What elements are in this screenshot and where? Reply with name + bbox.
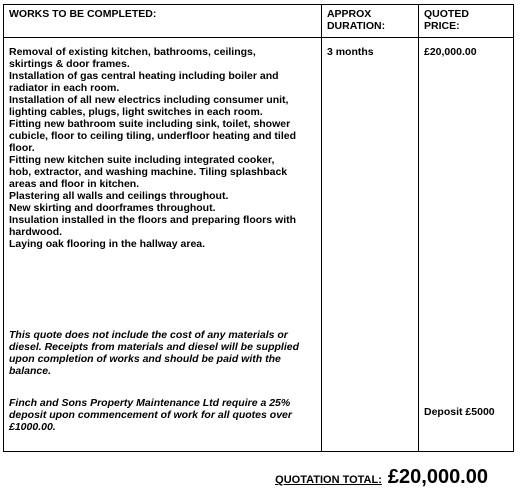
work-item-line: Installation of all new electrics including consumer unit,: [9, 94, 289, 106]
work-item-line: Installation of gas central heating including boiler and: [9, 70, 279, 82]
works-description-cell: [4, 38, 322, 452]
quotation-total-label: QUOTATION TOTAL:: [275, 474, 382, 486]
materials-note-line: balance.: [9, 365, 52, 377]
work-item-line: Plastering all walls and ceilings throughout.: [9, 190, 229, 202]
deposit-note: [9, 397, 321, 433]
deposit-note-line: £1000.00.: [9, 421, 56, 433]
materials-note-line: This quote does not include the cost of any materials or: [9, 329, 288, 341]
works-list: [9, 46, 321, 250]
duration-value: 3 months: [326, 46, 374, 58]
quotation-total: [275, 466, 488, 489]
quotation-table: [3, 4, 514, 452]
price-cell: [419, 38, 514, 452]
work-item-line: Insulation installed in the floors and preparing floors with: [9, 214, 297, 226]
materials-note: [9, 329, 321, 377]
work-item-line: Fitting new kitchen suite including integrated cooker,: [9, 154, 275, 166]
deposit-note-line: Finch and Sons Property Maintenance Ltd require a 25%: [9, 397, 291, 409]
price-value: £20,000.00: [424, 46, 477, 58]
quotation-total-value: £20,000.00: [387, 466, 488, 488]
work-item-line: hob, extractor, and washing machine. Tiling splashback: [9, 166, 288, 178]
deposit-note-line: deposit upon commencement of work for all quotes over: [9, 409, 292, 421]
work-item-line: areas and floor in kitchen.: [9, 178, 140, 190]
work-item-line: floor.: [9, 142, 35, 154]
works-header: WORKS TO BE COMPLETED:: [4, 5, 322, 38]
work-item-line: Removal of existing kitchen, bathrooms, ceilings,: [9, 46, 256, 58]
work-item-line: Fitting new bathroom suite including sink, toilet, shower: [9, 118, 291, 130]
deposit-value: Deposit £5000: [424, 406, 495, 418]
work-item-line: radiator in each room.: [9, 82, 120, 94]
materials-note-line: diesel. Receipts from materials and diesel will be supplied: [9, 341, 300, 353]
table-header-row: [4, 5, 514, 38]
work-item-line: lighting cables, plugs, light switches in each room.: [9, 106, 263, 118]
work-item-line: skirtings & door frames.: [9, 58, 130, 70]
work-item-line: hardwood.: [9, 226, 63, 238]
work-item-line: New skirting and doorframes throughout.: [9, 202, 216, 214]
materials-note-line: upon completion of works and should be paid with the: [9, 353, 281, 365]
works-row: [4, 38, 514, 452]
duration-cell: [321, 38, 418, 452]
duration-header: APPROX DURATION:: [321, 5, 418, 38]
work-item-line: cubicle, floor to ceiling tiling, underfloor heating and tiled: [9, 130, 297, 142]
price-header: QUOTED PRICE:: [419, 5, 514, 38]
work-item-line: Laying oak flooring in the hallway area.: [9, 238, 206, 250]
